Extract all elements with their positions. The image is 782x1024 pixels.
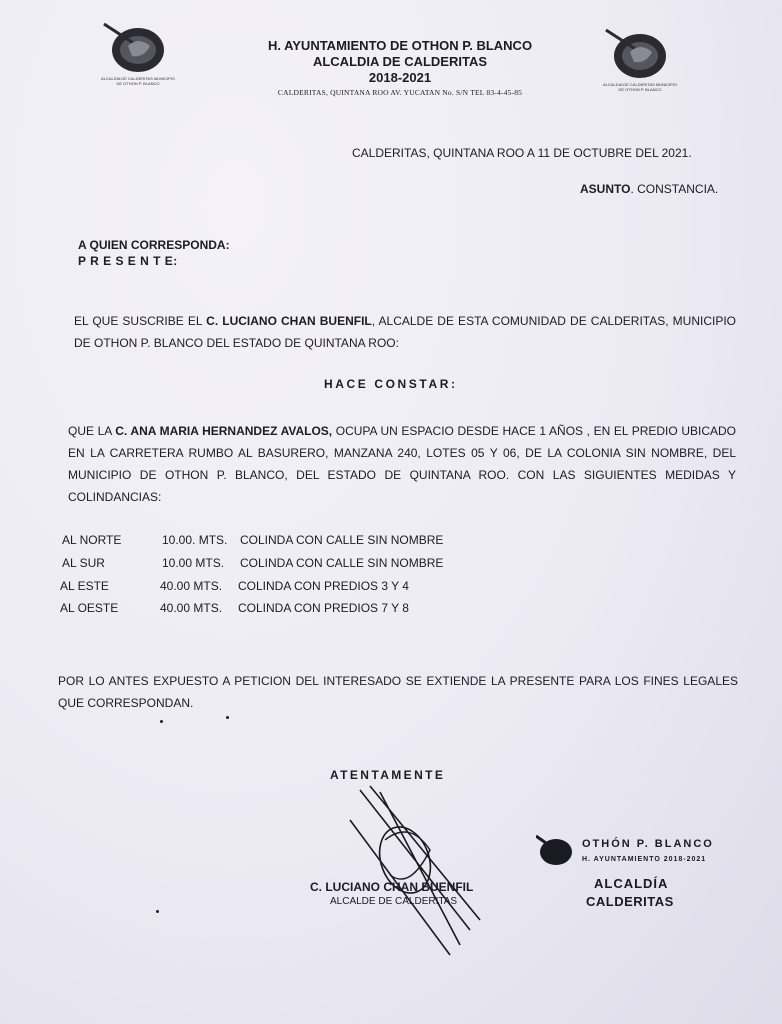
- boundary-row: [60, 579, 409, 594]
- intro-paragraph: [74, 310, 736, 354]
- boundary-row: [62, 533, 443, 548]
- boundary-direction: AL OESTE: [60, 601, 119, 615]
- addressee-line2: P R E S E N T E:: [78, 254, 178, 268]
- boundary-direction: AL ESTE: [60, 579, 109, 593]
- subject-value: . CONSTANCIA.: [630, 182, 719, 196]
- stamp-emblem-icon: [536, 832, 576, 868]
- boundary-direction: AL SUR: [62, 556, 105, 570]
- subject-line: [580, 182, 718, 197]
- stamp-line1: OTHÓN P. BLANCO: [582, 838, 714, 850]
- municipal-logo-right: [600, 26, 680, 96]
- body-pre: QUE LA: [68, 424, 116, 438]
- closing-paragraph: POR LO ANTES EXPUESTO A PETICION DEL INTERESADO SE EXTIENDE LA PRESENTE PARA LOS FINES LEGALES QUE CORRESPONDAN.: [58, 674, 738, 710]
- boundary-measure: 40.00 MTS.: [160, 601, 223, 615]
- attentively-label: ATENTAMENTE: [330, 768, 446, 782]
- letterhead-line2: ALCALDIA DE CALDERITAS: [312, 54, 488, 69]
- certify-title: HACE CONSTAR:: [324, 377, 458, 391]
- boundary-description: COLINDA CON CALLE SIN NOMBRE: [240, 556, 444, 570]
- letterhead-line1: H. AYUNTAMIENTO DE OTHON P. BLANCO: [267, 38, 533, 53]
- boundary-description: COLINDA CON PREDIOS 3 Y 4: [238, 579, 409, 593]
- boundary-row: [62, 556, 443, 571]
- handwritten-signature: [340, 780, 500, 960]
- letterhead: [190, 38, 610, 97]
- boundary-row: [60, 601, 409, 616]
- mayor-name: C. LUCIANO CHAN BUENFIL: [206, 314, 372, 328]
- letterhead-line3: 2018-2021: [368, 70, 432, 85]
- ink-speck: [156, 910, 159, 913]
- stamp-line3: ALCALDÍA: [594, 876, 669, 891]
- resident-name: C. ANA MARIA HERNANDEZ AVALOS,: [115, 424, 333, 438]
- intro-pre: EL QUE SUSCRIBE EL: [74, 314, 207, 328]
- boundary-description: COLINDA CON PREDIOS 7 Y 8: [238, 601, 409, 615]
- certification-body: [68, 420, 736, 508]
- signer-name: C. LUCIANO CHAN BUENFIL: [310, 880, 474, 894]
- logo-caption: ALCALDIA DE CALDERITAS MUNICIPIO DE OTHON P. BLANCO: [603, 82, 677, 92]
- logo-caption: ALCALDIA DE CALDERITAS MUNICIPIO DE OTHON P. BLANCO: [101, 76, 175, 86]
- boundary-measure: 10.00 MTS.: [162, 556, 225, 570]
- municipal-logo-left: [98, 20, 178, 90]
- letterhead-address: CALDERITAS, QUINTANA ROO AV. YUCATAN No. S/N TEL 83-4-45-85: [277, 88, 523, 97]
- ink-speck: [226, 716, 229, 719]
- subject-label: ASUNTO: [580, 182, 631, 196]
- intro-post: , ALCALDE DE ESTA COMUNIDAD DE CALDERITAS, MUNICIPIO DE OTHON P. BLANCO DEL ESTADO DE QUINTANA ROO:: [74, 314, 736, 350]
- boundary-measure: 10.00. MTS.: [162, 533, 228, 547]
- boundary-measure: 40.00 MTS.: [160, 579, 223, 593]
- official-stamp: [536, 830, 746, 930]
- boundary-description: COLINDA CON CALLE SIN NOMBRE: [240, 533, 444, 547]
- body-post: OCUPA UN ESPACIO DESDE HACE 1 AÑOS , EN EL PREDIO UBICADO EN LA CARRETERA RUMBO AL BASURERO, MANZANA 240, LOTES 05 Y 06, DE LA COLONIA SIN NOMBRE, DEL MUNICIPIO DE OTHON P. BLANCO, DEL ESTADO DE QUINTANA ROO. CON LAS SIGUIENTES MEDIDAS Y COLINDANCIAS:: [68, 424, 737, 504]
- ink-speck: [160, 720, 163, 723]
- boundary-direction: AL NORTE: [62, 533, 122, 547]
- addressee-line1: A QUIEN CORRESPONDA:: [78, 238, 230, 252]
- signer-title: ALCALDE DE CALDERITAS: [330, 896, 458, 907]
- stamp-line2: H. AYUNTAMIENTO 2018-2021: [582, 856, 707, 863]
- date-line: CALDERITAS, QUINTANA ROO A 11 DE OCTUBRE DEL 2021.: [352, 146, 692, 160]
- stamp-line4: CALDERITAS: [586, 894, 674, 909]
